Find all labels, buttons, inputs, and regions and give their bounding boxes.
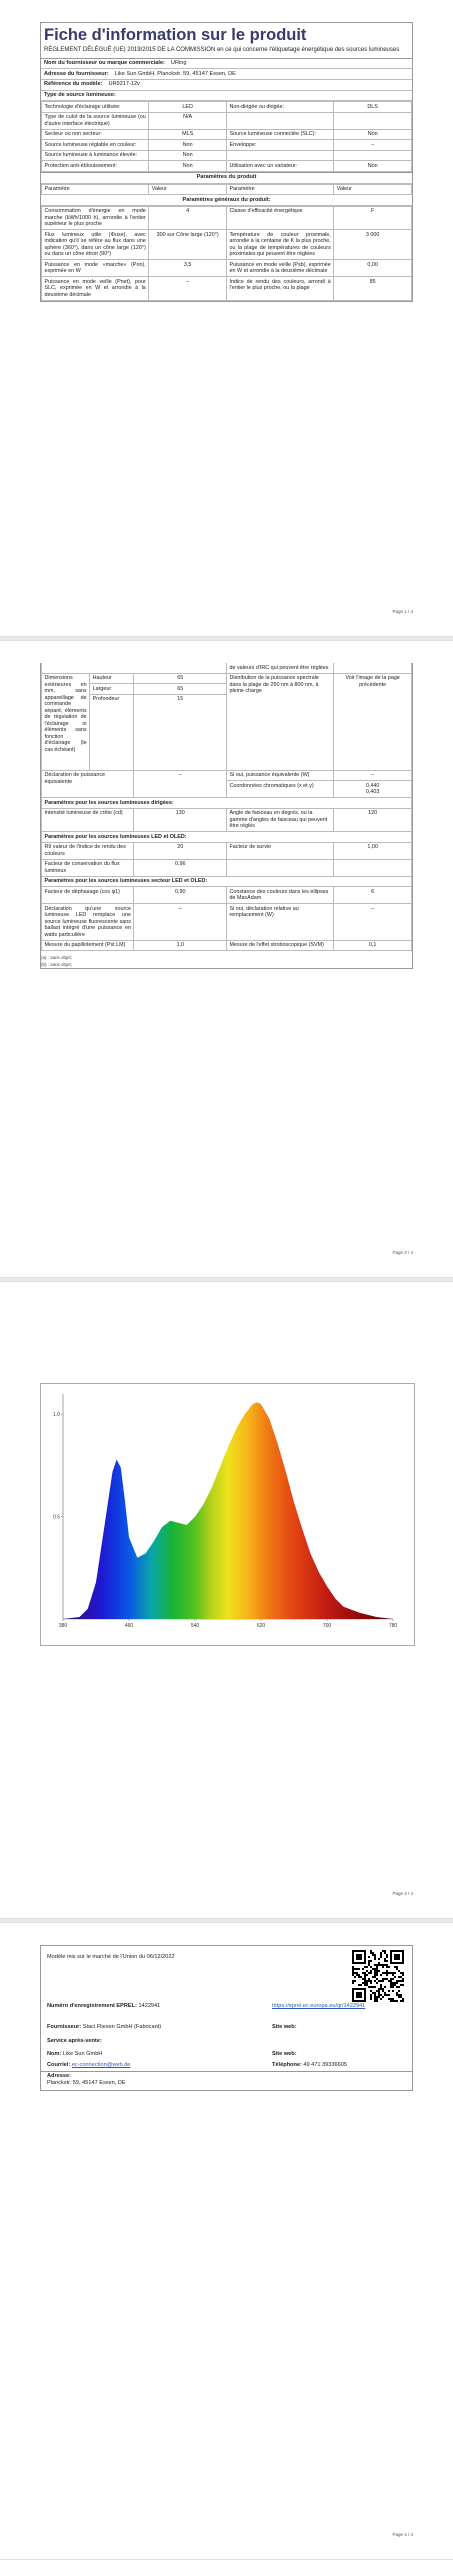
source-type-cell: Type de culot de la source lumineuse (ou d'autre interface électrique)	[42, 112, 149, 129]
chroma-x: 0,440	[365, 782, 380, 789]
directional-title: Paramètres pour les sources lumineuses dirigées:	[42, 798, 412, 809]
spd-label: Distribution de la puissance spectrale dans la plage de 250 nm à 800 nm, à pleine charge	[226, 673, 333, 770]
spectrum-svg	[41, 1384, 414, 1645]
col-param-1: Paramètre	[42, 184, 149, 195]
model-label: Référence du modèle:	[44, 81, 103, 88]
general-params-title: Paramètres généraux du produit:	[182, 196, 271, 203]
website-label-1: Site web:	[272, 2024, 297, 2030]
page-1	[0, 0, 453, 636]
source-type-row	[42, 161, 412, 172]
lumen-maint-value: 0,96	[134, 859, 226, 876]
page-number: Page 2 / 4	[392, 1250, 413, 1255]
source-type-cell: Non	[149, 150, 227, 161]
supplier-value: Staci Fliesen GmbH (Fabricant)	[82, 2024, 162, 2030]
phone-label: Téléphone:	[272, 2062, 302, 2068]
spectrum-area	[63, 1402, 393, 1619]
qr-code[interactable]	[352, 1950, 404, 2002]
source-type-cell	[334, 112, 412, 129]
replacement-value: –	[134, 904, 226, 941]
equiv-w-value: –	[334, 770, 412, 781]
source-type-cell: Utilisation avec un variateur:	[226, 161, 333, 172]
dimensions-label: Dimensions extérieures en mm, sans appareillage de commande séparé, éléments de régulation de l'éclairage ni éléments sans fonction d'éclairage (le cas échéant)	[42, 673, 90, 770]
page-2	[0, 641, 453, 1277]
peak-intensity-value: 130	[134, 808, 226, 832]
source-type-cell: DLS	[334, 102, 412, 113]
address-label: Adresse:	[47, 2073, 71, 2079]
replacement-yes-value: –	[334, 904, 412, 941]
source-type-row	[42, 102, 412, 113]
col-param-2: Paramètre	[226, 184, 333, 195]
width-value: 65	[134, 684, 226, 695]
col-value-2: Valeur	[334, 184, 412, 195]
market-date: Modèle mis sur le marché de l'Union du 06/12/2022	[47, 1954, 175, 1960]
source-type-cell: Non	[334, 129, 412, 140]
qr-code-icon	[352, 1950, 404, 2002]
name-value: Like Sun GmbH	[62, 2051, 103, 2057]
depth-value: 15	[134, 694, 226, 770]
general-param-row	[42, 206, 412, 230]
params-header	[41, 184, 412, 196]
page-4	[0, 1923, 453, 2559]
source-type-cell: LED	[149, 102, 227, 113]
general-param-cell: Puissance en mode veille (Pnet), pour SLC, exprimée en W et arrondie à la deuxième décimale	[42, 277, 149, 301]
stroboscopic-value: 0,1	[334, 940, 412, 951]
cri-continued: de valeurs d'IRC qui peuvent être réglées	[226, 663, 333, 673]
source-type-cell	[226, 150, 333, 161]
supplier-name-value: URing	[170, 60, 187, 66]
source-type-row	[42, 150, 412, 161]
height-value: 65	[134, 673, 226, 684]
product-info-sheet	[40, 22, 413, 302]
general-param-cell: –	[149, 277, 227, 301]
eprel-link[interactable]: https://eprel.ec.europa.eu/qr/1422941	[272, 2003, 366, 2009]
depth-label: Profondeur	[90, 694, 134, 770]
phase-value: 0,90	[134, 887, 226, 904]
width-label: Largeur	[90, 684, 134, 695]
general-param-cell: 3,5	[149, 260, 227, 277]
page-title: Fiche d'information sur le produit	[44, 26, 307, 44]
source-type-cell: Source lumineuse connectée (SLC):	[226, 129, 333, 140]
source-type-cell: Non-dirigée ou dirigée:	[226, 102, 333, 113]
general-param-cell: 300 sur Cône large (120°)	[149, 230, 227, 260]
x-tick-label: 620	[256, 1623, 266, 1629]
r9-label: R9 valeur de l'indice de rendu des couleurs	[42, 842, 134, 859]
equiv-label: Déclaration de puissance équivalente	[42, 770, 134, 798]
spd-value: Voir l'image de la page précédente	[334, 673, 412, 770]
page-number: Page 3 / 4	[392, 1891, 413, 1896]
general-param-cell: 85	[334, 277, 412, 301]
footnote-b: (b) : sans objet;	[41, 962, 73, 967]
source-type-cell: Technologie d'éclairage utilisée:	[42, 102, 149, 113]
params-table-continued	[41, 663, 412, 951]
name-label: Nom:	[47, 2051, 62, 2057]
source-type-row	[42, 129, 412, 140]
address-box	[40, 2070, 413, 2091]
height-label: Hauteur	[90, 673, 134, 684]
general-param-cell: Classe d'efficacité énergétique	[226, 206, 333, 230]
r9-value: 20	[134, 842, 226, 859]
supplier-address-label: Adresse du fournisseur:	[44, 70, 109, 77]
source-type-cell: Non	[149, 140, 227, 151]
x-tick-label: 460	[124, 1623, 134, 1629]
general-param-cell: Température de couleur proximale, arrondie à la centaine de K la plus proche, ou la plage de températures de couleurs proximales qui peuvent être réglées	[226, 230, 333, 260]
survival-label: Facteur de survie	[226, 842, 333, 859]
equiv-w-label: Si oui, puissance équivalente (W)	[226, 770, 333, 781]
macadam-value: 6	[334, 887, 412, 904]
beam-angle-value: 120	[334, 808, 412, 832]
source-type-cell: Source lumineuse réglable en couleur:	[42, 140, 149, 151]
replacement-yes-label: Si oui, déclaration relative au remplacement (W)	[226, 904, 333, 941]
email-label: Courriel:	[47, 2062, 71, 2068]
x-tick-label: 540	[190, 1623, 200, 1629]
general-param-cell: 0,00	[334, 260, 412, 277]
chroma-label: Coordonnées chromatiques (x et y)	[226, 781, 333, 798]
source-type-table	[41, 101, 412, 172]
general-param-cell: Consommation d'énergie en mode marche (kWh/1000 h), arrondie à l'entier supérieur le plus proche	[42, 206, 149, 230]
replacement-label: Déclaration qu'une source lumineuse LED remplace une source lumineuse fluorescente sans ballast intégré d'une puissance en watts particulière	[42, 904, 134, 941]
source-type-row	[42, 112, 412, 129]
source-type-cell: Non	[334, 161, 412, 172]
y-tick-label: 1.0	[53, 1412, 60, 1419]
email-link[interactable]: ec-connection@web.de	[71, 2062, 131, 2068]
source-type-label: Type de source lumineuse:	[44, 92, 116, 99]
col-value-1: Valeur	[149, 184, 227, 195]
general-params-table	[41, 206, 412, 301]
lumen-maint-label: Facteur de conservation du flux lumineux	[42, 859, 134, 876]
macadam-label: Constance des couleurs dans les ellipses de MacAdam	[226, 887, 333, 904]
general-param-row	[42, 277, 412, 301]
general-param-cell: Puissance en mode veille (Psb), exprimée en W et arrondie à la deuxième décimale	[226, 260, 333, 277]
address-value: Planckstr. 59, 45147 Essen, DE	[47, 2080, 126, 2086]
equiv-value: –	[134, 770, 226, 798]
website-label-2: Site web:	[272, 2051, 297, 2057]
spectrum-chart	[40, 1383, 415, 1646]
eprel-value: 1422941	[138, 2003, 161, 2009]
general-param-cell: Indice de rendu des couleurs, arrondi à l'entier le plus proche, ou la plage	[226, 277, 333, 301]
chroma-y: 0,403	[365, 789, 380, 795]
source-type-cell: Protection anti-éblouissement:	[42, 161, 149, 172]
footnote-a: (a) : sans objet;	[41, 955, 73, 960]
flicker-value: 1,0	[134, 940, 226, 951]
eprel-label: Numéro d'enregistrement EPREL:	[47, 2003, 137, 2009]
general-param-cell: Flux lumineux utile (Φuse), avec indication qu'il se réfère au flux dans une sphère (360°), dans un cône large (120°) ou dans un cône étroit (90°)	[42, 230, 149, 260]
source-type-cell: Enveloppe:	[226, 140, 333, 151]
source-type-row	[42, 140, 412, 151]
source-type-cell: Secteur ou non secteur:	[42, 129, 149, 140]
beam-angle-label: Angle de faisceau en degrés, ou la gamme d'angles de faisceau qui peuvent être réglés	[226, 808, 333, 832]
general-param-cell: 3 000	[334, 230, 412, 260]
source-type-cell: MLS	[149, 129, 227, 140]
general-param-cell: 4	[149, 206, 227, 230]
source-type-cell: N/A	[149, 112, 227, 129]
x-tick-label: 780	[388, 1623, 398, 1629]
x-tick-label: 380	[58, 1623, 68, 1629]
supplier-name-label: Nom du fournisseur ou marque commerciale:	[44, 60, 165, 66]
page-number: Page 1 / 4	[392, 609, 413, 614]
general-param-cell: Puissance en mode «marche» (Pon), exprimée en W	[42, 260, 149, 277]
supplier-label: Fournisseur:	[47, 2024, 82, 2030]
general-param-row	[42, 230, 412, 260]
registration-box	[40, 1945, 413, 2072]
mains-led-title: Paramètres pour les sources lumineuses secteur LED et OLED:	[42, 876, 412, 887]
source-type-cell: Non	[149, 161, 227, 172]
regulation-intro: RÈGLEMENT DÉLÉGUÉ (UE) 2019/2015 DE LA COMMISSION en ce qui concerne l'étiquetage énergétique des sources lumineuses	[41, 46, 412, 59]
phase-label: Facteur de déphasage (cos φ1)	[42, 887, 134, 904]
params-title: Paramètres du produit	[196, 174, 257, 181]
stroboscopic-label: Mesure de l'effet stroboscopique (SVM)	[226, 940, 333, 951]
service-label: Service après-vente:	[47, 2038, 102, 2044]
general-param-cell: F	[334, 206, 412, 230]
source-type-cell	[226, 112, 333, 129]
source-type-cell: Source lumineuse à luminance élevée:	[42, 150, 149, 161]
supplier-address-value: Like Sun GmbH, Planckstr. 59, 45147 Essen, DE	[114, 70, 236, 77]
flicker-label: Mesure du papillotement (Pst LM)	[42, 940, 134, 951]
source-type-cell	[334, 150, 412, 161]
led-title: Paramètres pour les sources lumineuses LED et OLED:	[42, 832, 412, 843]
y-tick-label: 0.5	[53, 1514, 60, 1521]
phone-value: 49 471 39336605	[303, 2062, 347, 2068]
x-tick-label: 700	[322, 1623, 332, 1629]
general-param-row	[42, 260, 412, 277]
page-number: Page 4 / 4	[392, 2532, 413, 2537]
model-value: UR9217-12v	[108, 81, 140, 88]
survival-value: 1,00	[334, 842, 412, 859]
params-continued	[40, 663, 413, 969]
peak-intensity-label: Intensité lumineuse de crête (cd)	[42, 808, 134, 832]
source-type-cell: –	[334, 140, 412, 151]
